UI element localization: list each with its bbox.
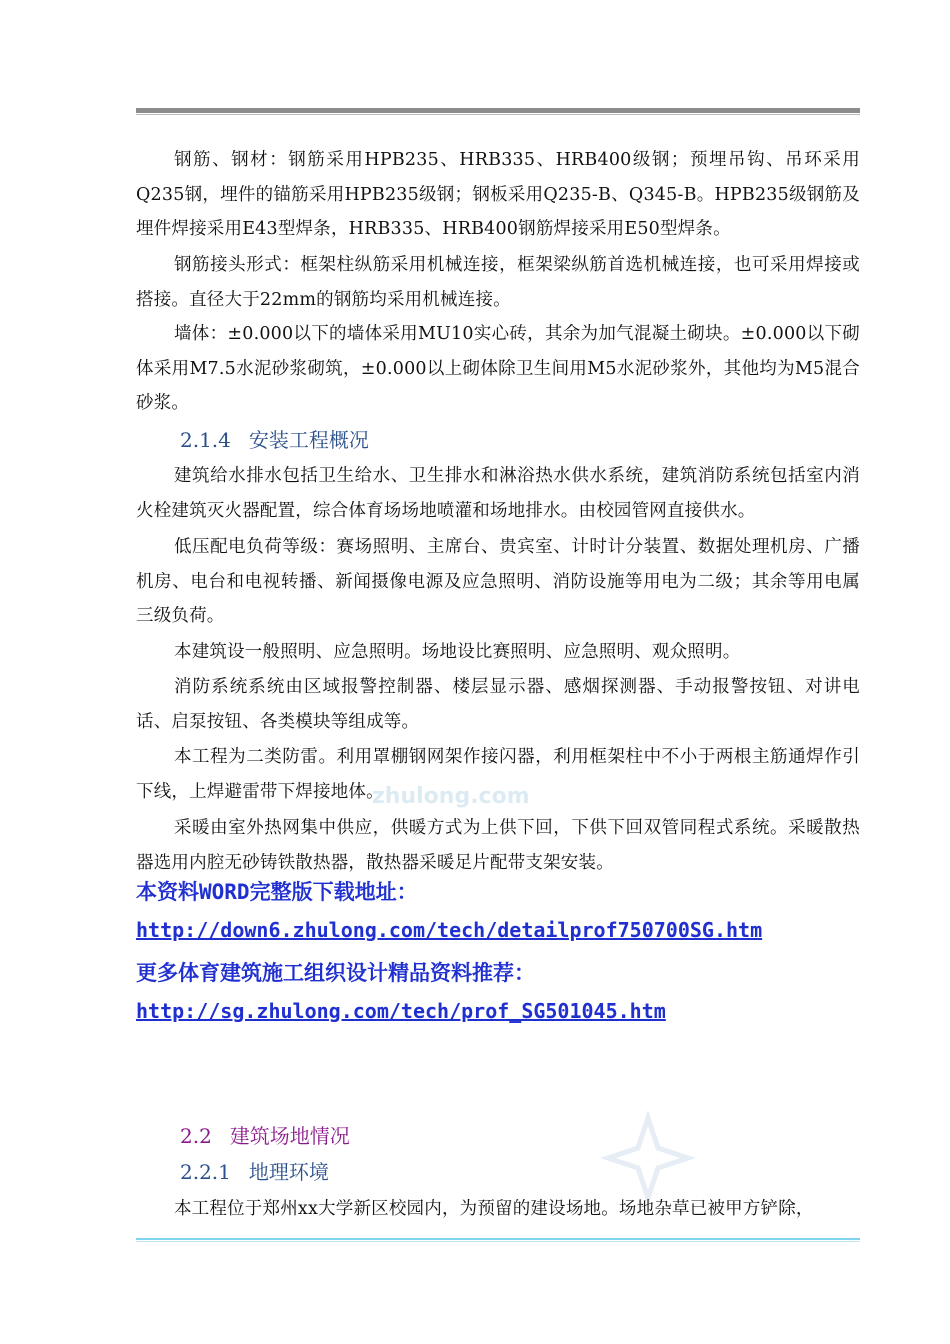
recommend-title: 更多体育建筑施工组织设计精品资料推荐：	[136, 961, 535, 985]
download-title: 本资料WORD完整版下载地址：	[136, 880, 418, 904]
heading-text: 安装工程概况	[248, 428, 369, 452]
watermark-text: zhulong.com	[372, 784, 530, 809]
watermark-logo-icon	[598, 1108, 698, 1208]
header-rule-thin	[136, 114, 860, 115]
footer-rule-thin	[136, 1241, 860, 1242]
heading-2-2	[180, 1120, 350, 1149]
heading-number: 2.2.1	[180, 1160, 231, 1184]
paragraph-lighting: 本建筑设一般照明、应急照明。场地设比赛照明、应急照明、观众照明。	[174, 642, 741, 662]
heading-text: 建筑场地情况	[229, 1124, 350, 1148]
paragraph-joint: 钢筋接头形式：框架柱纵筋采用机械连接，框架梁纵筋首选机械连接，也可采用焊接或搭接。直径大于22mm的钢筋均采用机械连接。	[136, 255, 860, 310]
heading-number: 2.1.4	[180, 428, 231, 452]
heading-2-2-1	[180, 1156, 329, 1185]
paragraph-wall: 墙体：±0.000以下的墙体采用MU10实心砖，其余为加气混凝土砌块。±0.000以下砌体采用M7.5水泥砂浆砌筑，±0.000以上砌体除卫生间用M5水泥砂浆外，其他均为M5混合砂浆。	[136, 324, 860, 413]
heading-text: 地理环境	[248, 1160, 329, 1184]
paragraph-lightning: 本工程为二类防雷。利用罩棚钢网架作接闪器，利用框架柱中不小于两根主筋通焊作引下线，上焊避雷带下焊接地体。	[136, 747, 860, 802]
header-rule	[136, 108, 860, 113]
heading-2-1-4	[180, 424, 369, 453]
recommend-link[interactable]: http://sg.zhulong.com/tech/prof_SG501045.htm	[136, 999, 666, 1023]
footer-rule	[136, 1238, 860, 1240]
paragraph-steel: 钢筋、钢材：钢筋采用HPB235、HRB335、HRB400级钢；预埋吊钩、吊环采用Q235钢，埋件的锚筋采用HPB235级钢；钢板采用Q235-B、Q345-B。HPB235级钢筋及埋件焊接采用E43型焊条，HRB335、HRB400钢筋焊接采用E50型焊条。	[136, 150, 860, 239]
heading-number: 2.2	[180, 1124, 212, 1148]
paragraph-site: 本工程位于郑州xx大学新区校园内，为预留的建设场地。场地杂草已被甲方铲除，	[174, 1199, 814, 1219]
paragraph-power: 低压配电负荷等级：赛场照明、主席台、贵宾室、计时计分装置、数据处理机房、广播机房、电台和电视转播、新闻摄像电源及应急照明、消防设施等用电为二级；其余等用电属三级负荷。	[136, 537, 860, 626]
paragraph-heating: 采暖由室外热网集中供应，供暖方式为上供下回，下供下回双管同程式系统。采暖散热器选用内腔无砂铸铁散热器，散热器采暖足片配带支架安装。	[136, 818, 860, 873]
download-link[interactable]: http://down6.zhulong.com/tech/detailprof750700SG.htm	[136, 918, 763, 942]
paragraph-water: 建筑给水排水包括卫生给水、卫生排水和淋浴热水供水系统，建筑消防系统包括室内消火栓建筑灭火器配置，综合体育场场地喷灌和场地排水。由校园管网直接供水。	[136, 466, 860, 521]
paragraph-fire: 消防系统系统由区域报警控制器、楼层显示器、感烟探测器、手动报警按钮、对讲电话、启泵按钮、各类模块等组成等。	[136, 677, 860, 732]
